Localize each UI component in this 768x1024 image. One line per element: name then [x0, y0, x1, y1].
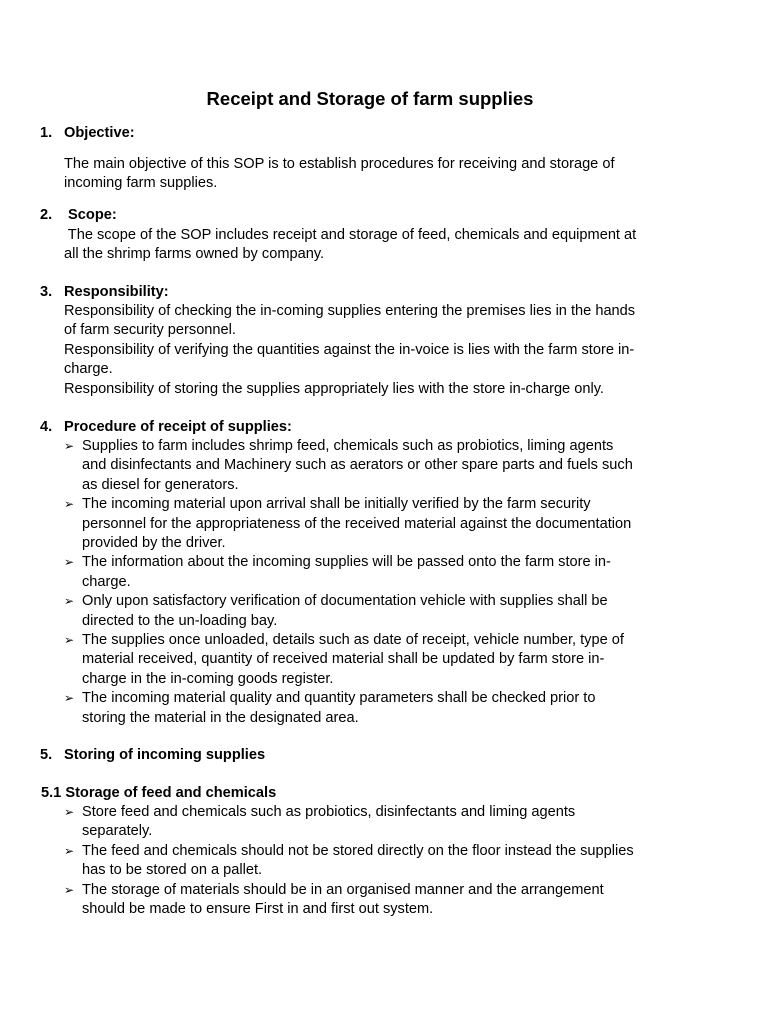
- section-3-heading: [40, 283, 169, 302]
- arrowhead-bullet-icon: ➢: [64, 439, 75, 453]
- section-1-body: [64, 155, 679, 194]
- arrowhead-bullet-icon: ➢: [64, 882, 75, 897]
- section-number: 5.: [40, 747, 53, 763]
- bullet-line: personnel for the appropriateness of the received material against the documentation: [82, 515, 632, 532]
- section-4-heading: [40, 418, 292, 437]
- list-item: [64, 437, 684, 495]
- section-5-heading: [40, 746, 265, 765]
- bullet-line: charge in the in-coming goods register.: [82, 670, 334, 687]
- body-line: The main objective of this SOP is to establish procedures for receiving and storage of: [64, 156, 615, 172]
- bullet-line: The feed and chemicals should not be stored directly on the floor instead the supplies: [82, 842, 634, 859]
- body-line: all the shrimp farms owned by company.: [64, 246, 325, 263]
- section-title: Scope:: [64, 207, 117, 223]
- list-item: [64, 495, 684, 553]
- list-item: [64, 592, 684, 631]
- bullet-line: provided by the driver.: [82, 535, 226, 552]
- list-item: [64, 842, 684, 881]
- storage-bullet-list: [64, 803, 684, 919]
- arrowhead-bullet-icon: ➢: [64, 691, 75, 706]
- arrowhead-bullet-icon: ➢: [64, 633, 75, 648]
- bullet-line: The storage of materials should be in an organised manner and the arrangement: [82, 881, 604, 898]
- section-title: Procedure of receipt of supplies:: [64, 419, 292, 435]
- list-item: [64, 631, 684, 689]
- bullet-line: storing the material in the designated area.: [82, 709, 359, 726]
- section-title: Storing of incoming supplies: [64, 747, 266, 763]
- bullet-line: The incoming material upon arrival shall be initially verified by the farm security: [82, 496, 591, 513]
- section-title: Objective:: [64, 125, 135, 141]
- page-title: Receipt and Storage of farm supplies: [206, 88, 534, 109]
- section-title: Responsibility:: [64, 284, 169, 300]
- bullet-line: The supplies once unloaded, details such as date of receipt, vehicle number, type of: [82, 632, 624, 649]
- section-number: 2.: [40, 207, 53, 223]
- body-line: charge.: [64, 361, 113, 378]
- section-2-body: [64, 226, 679, 265]
- bullet-line: The incoming material quality and quantity parameters shall be checked prior to: [82, 690, 596, 707]
- arrowhead-bullet-icon: ➢: [64, 843, 75, 858]
- list-item: [64, 689, 684, 728]
- section-2-heading: [40, 206, 117, 225]
- arrowhead-bullet-icon: ➢: [64, 594, 75, 609]
- list-item: [64, 803, 684, 842]
- section-number: 3.: [40, 284, 53, 300]
- bullet-line: Supplies to farm includes shrimp feed, chemicals such as probiotics, liming agents: [82, 438, 614, 454]
- procedure-bullet-list: [64, 437, 684, 728]
- section-number: 4.: [40, 419, 53, 435]
- subsection-5-1-heading: 5.1 Storage of feed and chemicals: [41, 785, 277, 801]
- bullet-line: should be made to ensure First in and first out system.: [82, 901, 434, 918]
- section-number: 1.: [40, 125, 53, 141]
- body-line: of farm security personnel.: [64, 322, 236, 339]
- body-line: The scope of the SOP includes receipt and storage of feed, chemicals and equipment at: [64, 227, 637, 243]
- bullet-line: material received, quantity of received material shall be updated by farm store in-: [82, 651, 605, 668]
- body-line: Responsibility of storing the supplies appropriately lies with the store in-charge only.: [64, 380, 604, 397]
- bullet-line: The information about the incoming supplies will be passed onto the farm store in-: [82, 554, 611, 571]
- section-3-body: [64, 302, 679, 399]
- body-line: Responsibility of verifying the quantities against the in-voice is lies with the farm store in-: [64, 341, 635, 358]
- bullet-line: has to be stored on a pallet.: [82, 862, 263, 879]
- bullet-line: as diesel for generators.: [82, 476, 239, 493]
- list-item: [64, 553, 684, 592]
- bullet-line: charge.: [82, 573, 131, 590]
- bullet-line: and disinfectants and Machinery such as aerators or other spare parts and fuels such: [82, 457, 633, 474]
- list-item: [64, 881, 684, 920]
- arrowhead-bullet-icon: ➢: [64, 555, 75, 570]
- body-line: incoming farm supplies.: [64, 175, 218, 192]
- arrowhead-bullet-icon: ➢: [64, 497, 75, 512]
- body-line: Responsibility of checking the in-coming supplies entering the premises lies in the hands: [64, 303, 636, 319]
- section-1-heading: [40, 124, 135, 143]
- bullet-line: Only upon satisfactory verification of documentation vehicle with supplies shall be: [82, 593, 608, 610]
- bullet-line: Store feed and chemicals such as probiotics, disinfectants and liming agents: [82, 804, 576, 820]
- bullet-line: directed to the un-loading bay.: [82, 612, 278, 629]
- arrowhead-bullet-icon: ➢: [64, 805, 75, 819]
- bullet-line: separately.: [82, 823, 153, 840]
